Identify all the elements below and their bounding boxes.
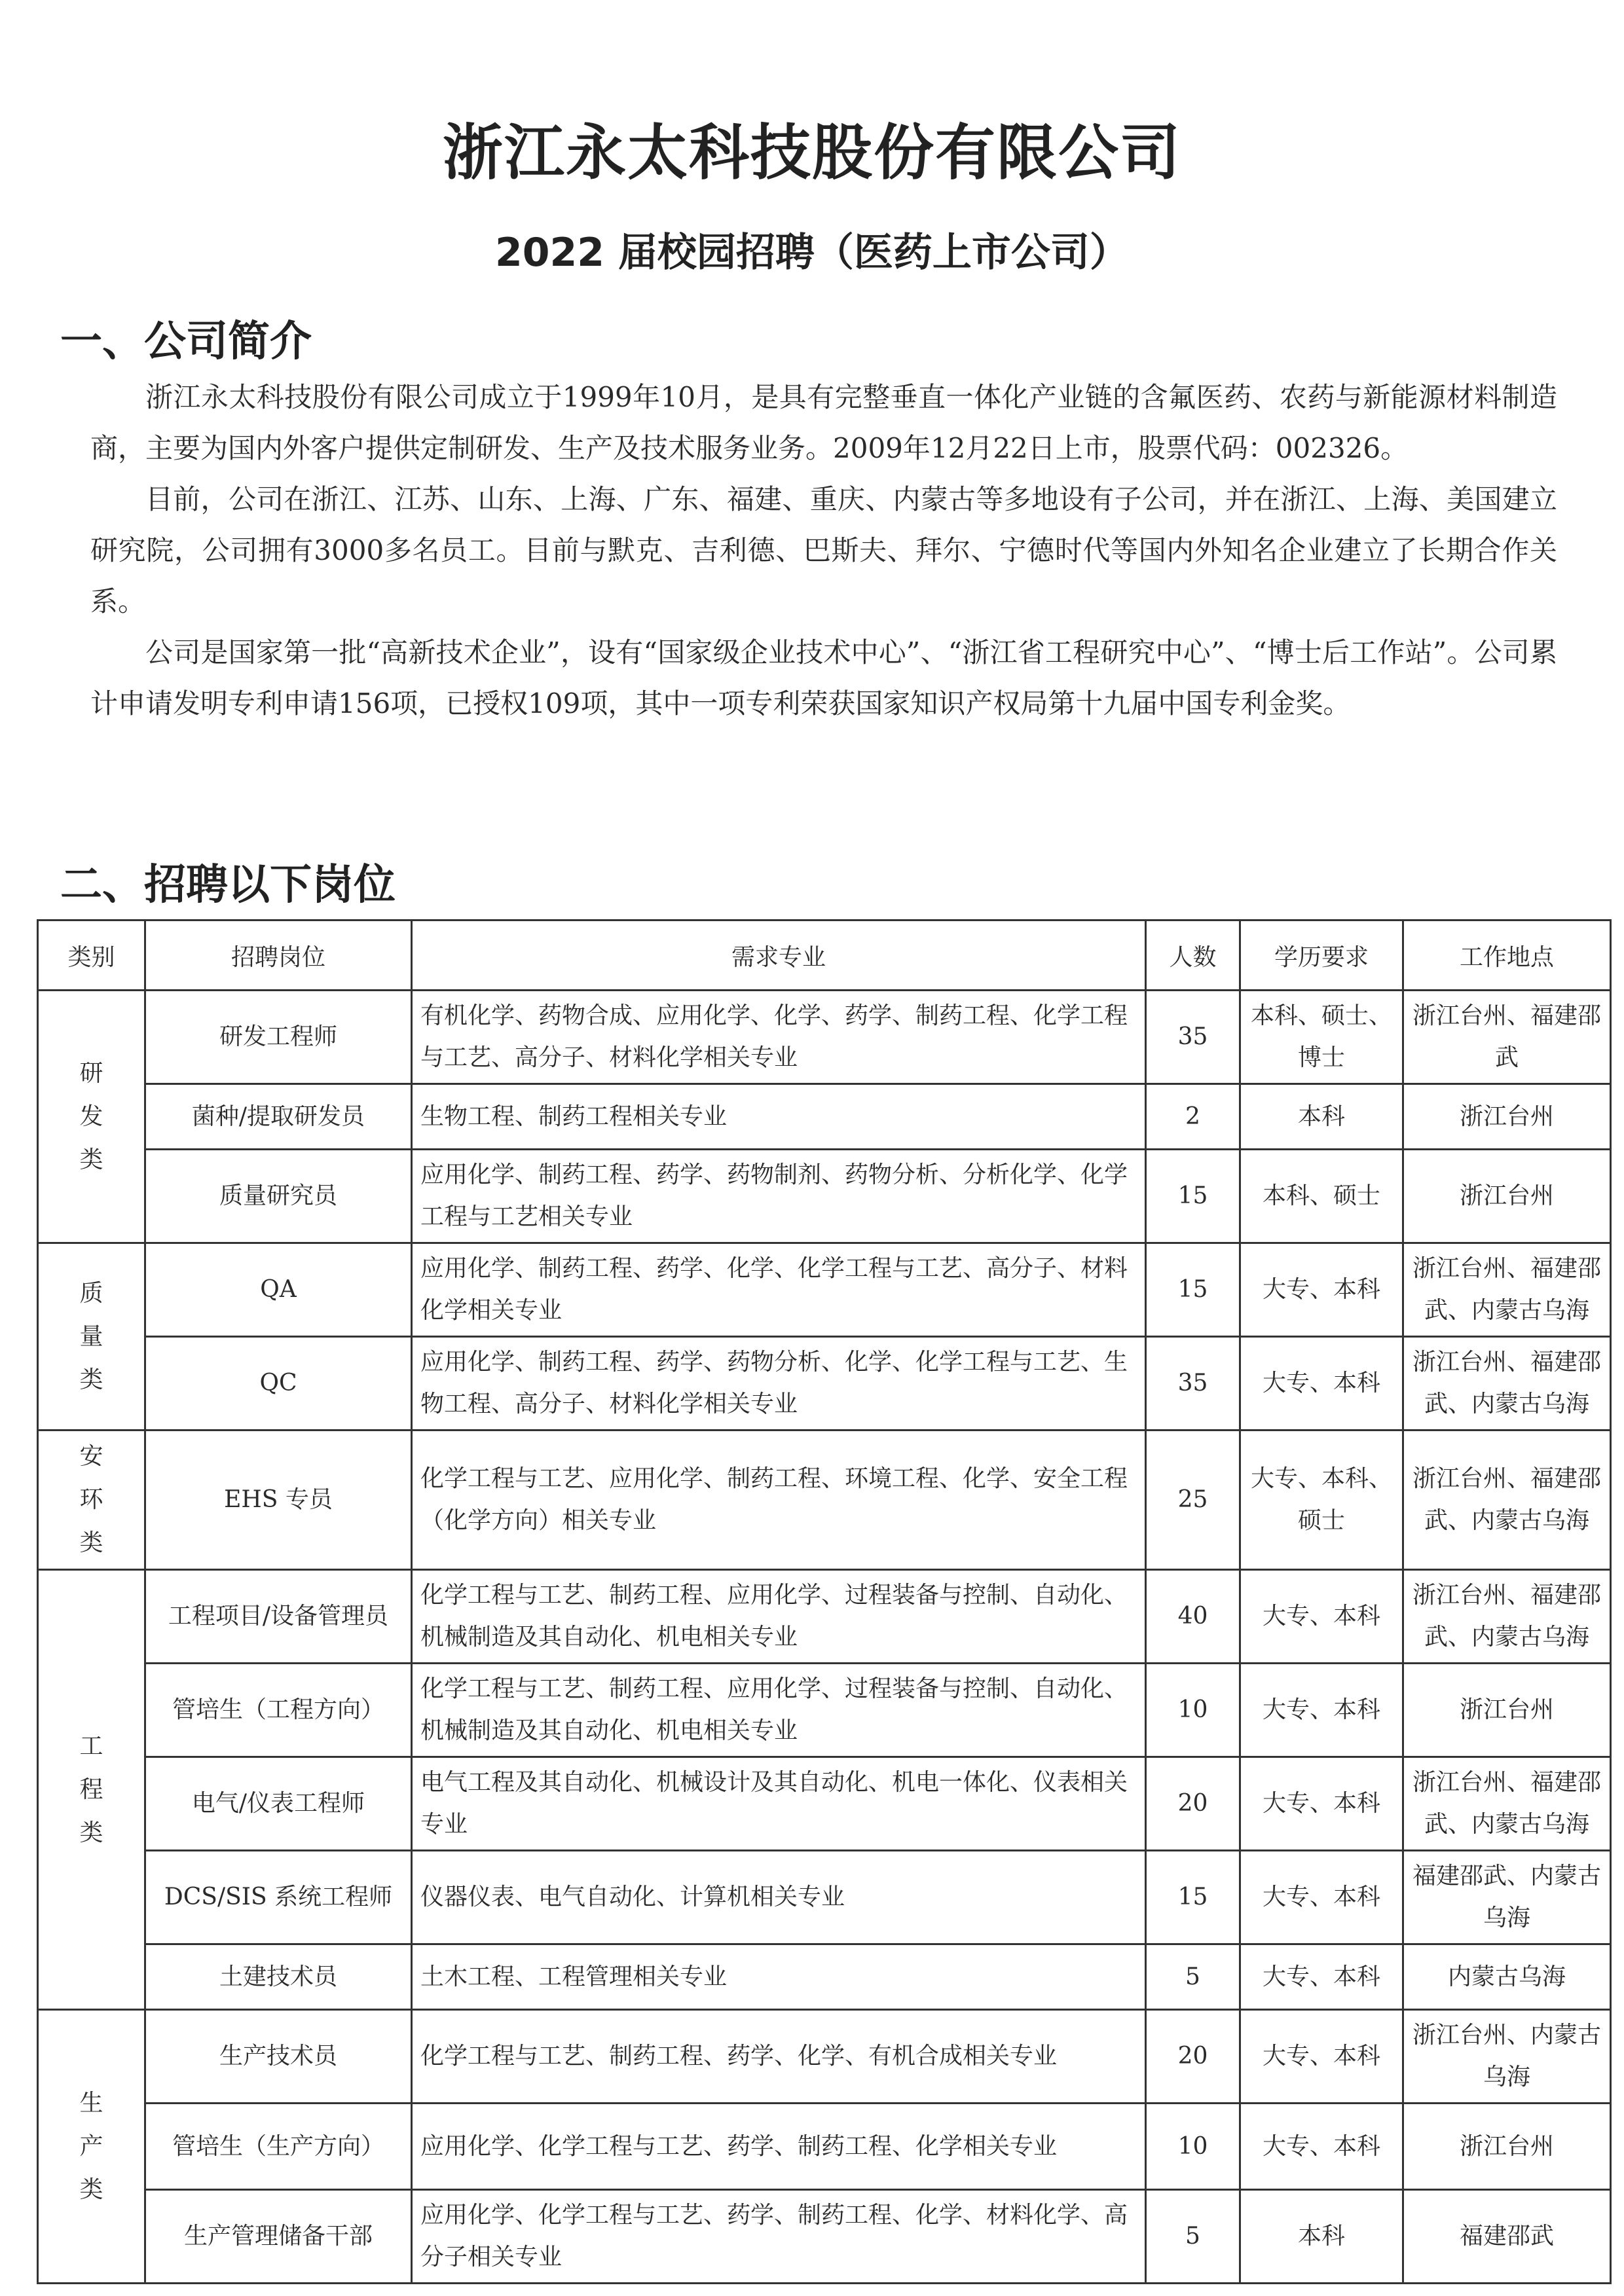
location-cell: 浙江台州 [1403,2104,1611,2190]
position-cell: 工程项目/设备管理员 [145,1570,412,1664]
positions-table-body [38,991,1611,2284]
education-cell: 本科、硕士、博士 [1240,991,1403,1084]
location-cell: 浙江台州、福建邵武、内蒙古乌海 [1403,1430,1611,1570]
majors-cell: 应用化学、制药工程、药学、药物制剂、药物分析、分析化学、化学工程与工艺相关专业 [412,1150,1146,1243]
location-cell: 内蒙古乌海 [1403,1944,1611,2010]
category-cell [38,1570,145,2010]
education-cell: 本科 [1240,2190,1403,2284]
category-char: 类 [79,1366,103,1393]
position-cell: EHS 专员 [145,1430,412,1570]
count-cell: 2 [1146,1084,1240,1150]
count-cell: 40 [1146,1570,1240,1664]
count-cell: 15 [1146,1243,1240,1337]
education-cell: 大专、本科 [1240,1944,1403,2010]
document-title: 浙江永太科技股份有限公司 [442,118,1181,188]
count-cell: 35 [1146,991,1240,1084]
category-char: 类 [79,1819,103,1846]
education-cell: 本科、硕士 [1240,1150,1403,1243]
position-cell: 菌种/提取研发员 [145,1084,412,1150]
education-cell: 本科 [1240,1084,1403,1150]
count-cell: 10 [1146,1664,1240,1757]
category-char: 发 [79,1102,103,1130]
table-row [38,2104,1611,2190]
count-cell: 15 [1146,1150,1240,1243]
category-char: 量 [79,1322,103,1350]
location-cell: 浙江台州、福建邵武、内蒙古乌海 [1403,1570,1611,1664]
table-row [38,1664,1611,1757]
majors-cell: 化学工程与工艺、制药工程、药学、化学、有机合成相关专业 [412,2010,1146,2104]
table-row [38,1570,1611,1664]
category-char: 产 [79,2132,103,2160]
table-row [38,1084,1611,1150]
location-cell: 浙江台州 [1403,1150,1611,1243]
location-cell: 浙江台州、福建邵武、内蒙古乌海 [1403,1757,1611,1851]
category-cell [38,2010,145,2284]
column-header-category: 类别 [38,920,145,991]
table-row [38,1851,1611,1944]
category-cell [38,1430,145,1570]
education-cell: 大专、本科 [1240,1757,1403,1851]
category-char: 生 [79,2089,103,2117]
location-cell: 浙江台州、内蒙古乌海 [1403,2010,1611,2104]
majors-cell: 电气工程及其自动化、机械设计及其自动化、机电一体化、仪表相关专业 [412,1757,1146,1851]
position-cell: 电气/仪表工程师 [145,1757,412,1851]
section-heading-company-intro: 一、公司简介 [60,318,312,366]
category-char: 质 [79,1279,103,1307]
intro-paragraph: 目前，公司在浙江、江苏、山东、上海、广东、福建、重庆、内蒙古等多地设有子公司，并在浙江、上海、美国建立研究院，公司拥有3000多名员工。目前与默克、吉利德、巴斯夫、拜尔、宁德时代等国内外知名企业建立了长期合作关系。 [90,483,1557,617]
majors-cell: 土木工程、工程管理相关专业 [412,1944,1146,2010]
column-header-education: 学历要求 [1240,920,1403,991]
document-subtitle: 2022 届校园招聘（医药上市公司） [495,230,1129,276]
location-cell: 浙江台州、福建邵武、内蒙古乌海 [1403,1243,1611,1337]
table-row [38,1944,1611,2010]
position-cell: 研发工程师 [145,991,412,1084]
location-cell: 浙江台州、福建邵武、内蒙古乌海 [1403,1337,1611,1430]
count-cell: 10 [1146,2104,1240,2190]
table-row [38,1757,1611,1851]
table-row [38,2010,1611,2104]
category-char: 安 [79,1443,103,1470]
table-row [38,1243,1611,1337]
count-cell: 20 [1146,2010,1240,2104]
position-cell: DCS/SIS 系统工程师 [145,1851,412,1944]
education-cell: 大专、本科 [1240,1243,1403,1337]
position-cell: 生产管理储备干部 [145,2190,412,2284]
category-cell [38,1243,145,1430]
position-cell: 管培生（生产方向） [145,2104,412,2190]
intro-paragraph: 浙江永太科技股份有限公司成立于1999年10月，是具有完整垂直一体化产业链的含氟医药、农药与新能源材料制造商，主要为国内外客户提供定制研发、生产及技术服务业务。2009年12月22日上市，股票代码：002326。 [90,381,1557,464]
majors-cell: 应用化学、化学工程与工艺、药学、制药工程、化学相关专业 [412,2104,1146,2190]
education-cell: 大专、本科 [1240,2104,1403,2190]
table-header-row [38,920,1611,991]
positions-table [37,919,1612,2284]
education-cell: 大专、本科 [1240,1664,1403,1757]
majors-cell: 应用化学、制药工程、药学、药物分析、化学、化学工程与工艺、生物工程、高分子、材料化学相关专业 [412,1337,1146,1430]
category-char: 环 [79,1486,103,1513]
category-char: 类 [79,1529,103,1556]
location-cell: 浙江台州 [1403,1664,1611,1757]
education-cell: 大专、本科、硕士 [1240,1430,1403,1570]
column-header-position: 招聘岗位 [145,920,412,991]
location-cell: 浙江台州 [1403,1084,1611,1150]
majors-cell: 应用化学、化学工程与工艺、药学、制药工程、化学、材料化学、高分子相关专业 [412,2190,1146,2284]
education-cell: 大专、本科 [1240,1337,1403,1430]
position-cell: QC [145,1337,412,1430]
education-cell: 大专、本科 [1240,1570,1403,1664]
table-row [38,2190,1611,2284]
position-cell: 生产技术员 [145,2010,412,2104]
table-row [38,1430,1611,1570]
education-cell: 大专、本科 [1240,1851,1403,1944]
position-cell: 土建技术员 [145,1944,412,2010]
position-cell: 质量研究员 [145,1150,412,1243]
count-cell: 15 [1146,1851,1240,1944]
section-heading-positions: 二、招聘以下岗位 [60,861,396,909]
table-row [38,1150,1611,1243]
majors-cell: 化学工程与工艺、制药工程、应用化学、过程装备与控制、自动化、机械制造及其自动化、机电相关专业 [412,1664,1146,1757]
table-row [38,991,1611,1084]
table-row [38,1337,1611,1430]
education-cell: 大专、本科 [1240,2010,1403,2104]
category-char: 程 [79,1776,103,1803]
category-cell [38,991,145,1243]
location-cell: 福建邵武、内蒙古乌海 [1403,1851,1611,1944]
majors-cell: 化学工程与工艺、应用化学、制药工程、环境工程、化学、安全工程（化学方向）相关专业 [412,1430,1146,1570]
location-cell: 浙江台州、福建邵武 [1403,991,1611,1084]
count-cell: 25 [1146,1430,1240,1570]
count-cell: 5 [1146,2190,1240,2284]
company-intro [90,372,1557,729]
category-char: 工 [79,1732,103,1760]
count-cell: 20 [1146,1757,1240,1851]
position-cell: 管培生（工程方向） [145,1664,412,1757]
category-char: 研 [79,1059,103,1087]
intro-paragraph: 公司是国家第一批“高新技术企业”，设有“国家级企业技术中心”、“浙江省工程研究中心”、“博士后工作站”。公司累计申请发明专利申请156项，已授权109项，其中一项专利荣获国家知识产权局第十九届中国专利金奖。 [90,636,1557,720]
location-cell: 福建邵武 [1403,2190,1611,2284]
column-header-location: 工作地点 [1403,920,1611,991]
count-cell: 35 [1146,1337,1240,1430]
position-cell: QA [145,1243,412,1337]
majors-cell: 化学工程与工艺、制药工程、应用化学、过程装备与控制、自动化、机械制造及其自动化、机电相关专业 [412,1570,1146,1664]
majors-cell: 有机化学、药物合成、应用化学、化学、药学、制药工程、化学工程与工艺、高分子、材料化学相关专业 [412,991,1146,1084]
majors-cell: 仪器仪表、电气自动化、计算机相关专业 [412,1851,1146,1944]
column-header-count: 人数 [1146,920,1240,991]
category-char: 类 [79,2176,103,2203]
majors-cell: 生物工程、制药工程相关专业 [412,1084,1146,1150]
majors-cell: 应用化学、制药工程、药学、化学、化学工程与工艺、高分子、材料化学相关专业 [412,1243,1146,1337]
category-char: 类 [79,1146,103,1173]
column-header-majors: 需求专业 [412,920,1146,991]
count-cell: 5 [1146,1944,1240,2010]
